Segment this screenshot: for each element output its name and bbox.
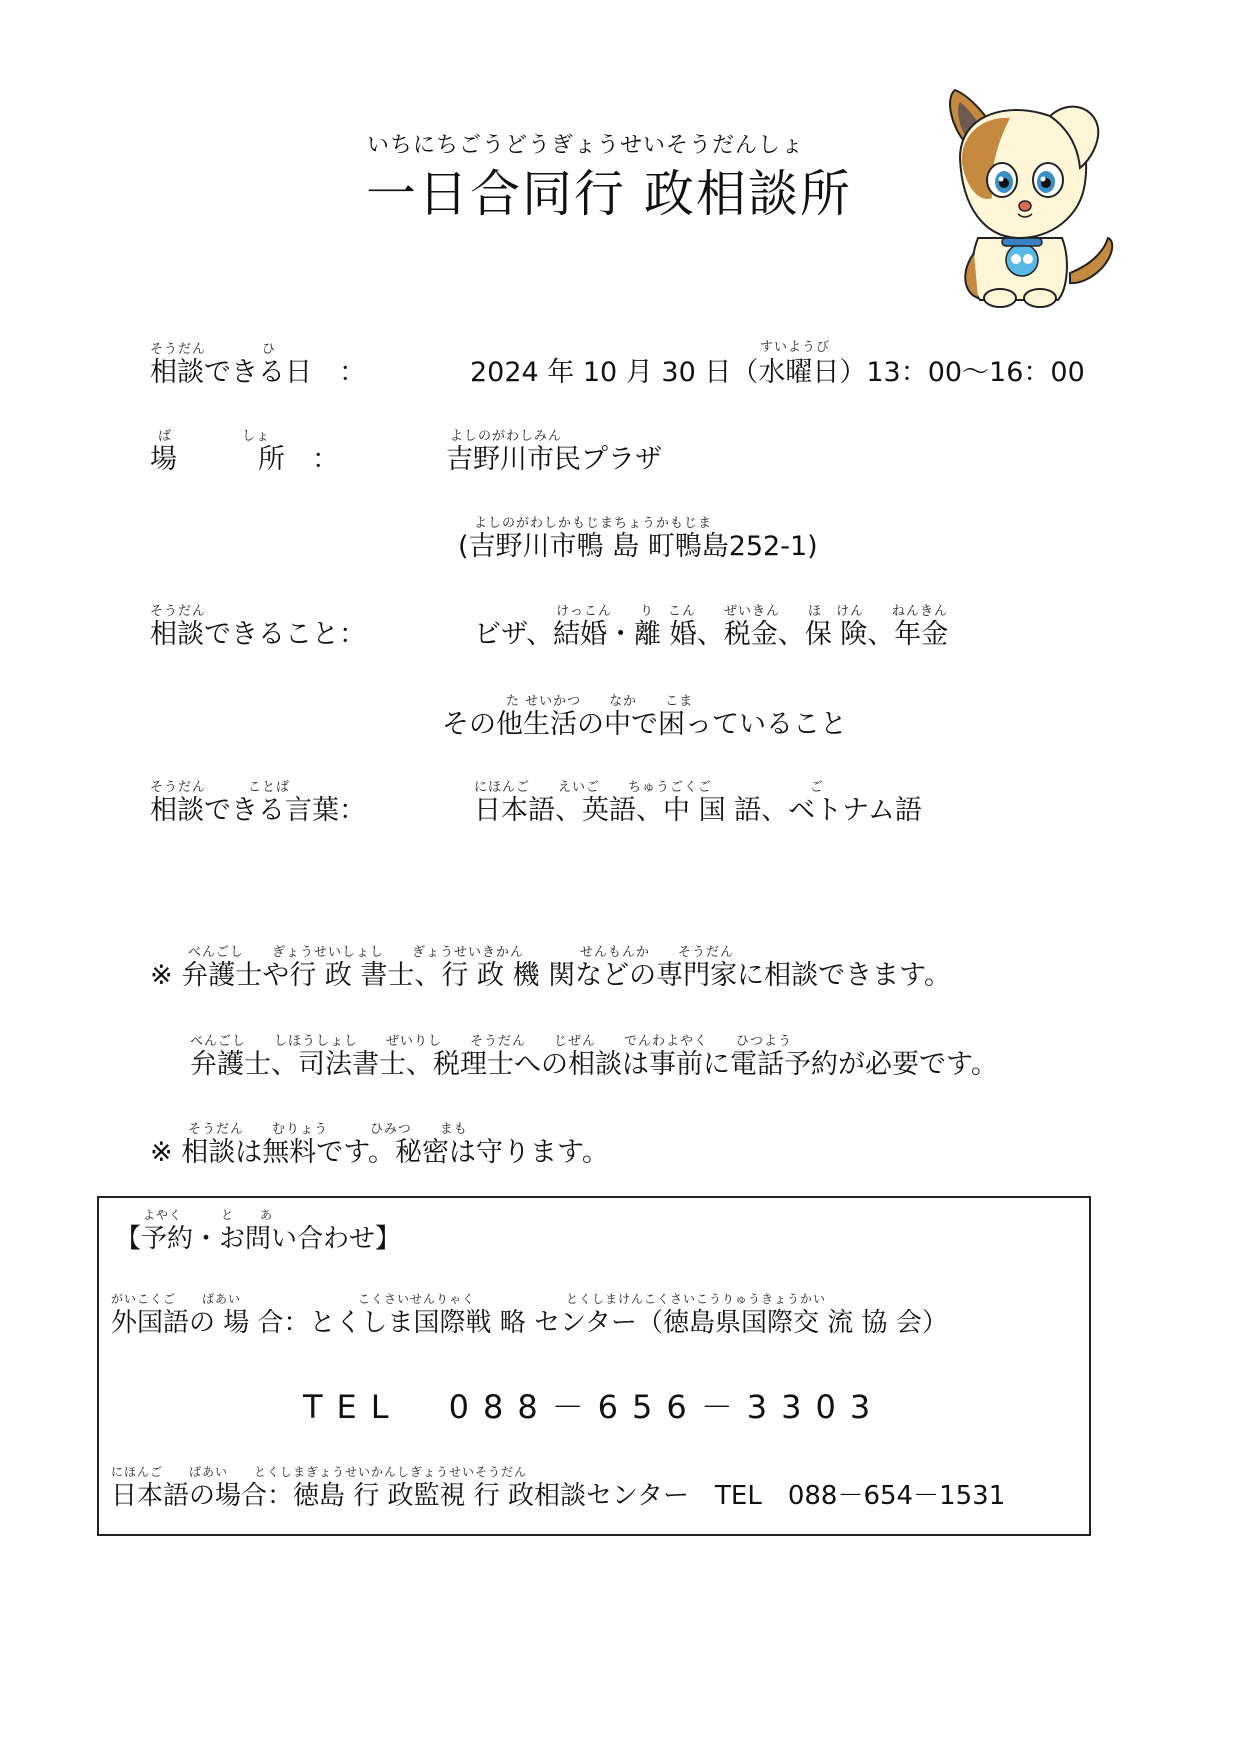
topics-value: ビザ、結婚・離 婚、税金、保 険、年金: [474, 619, 949, 650]
title-ruby: いちにちごうどうぎょうせいそうだんしょ: [367, 133, 805, 158]
languages-value-ruby: にほんご えいご ちゅうごくご ご: [474, 780, 825, 795]
topics-value2-ruby: た せいかつ なか こま: [506, 694, 694, 709]
place-label: 場 所 ：: [150, 444, 339, 475]
note3: ※ 相談は無料です。秘密は守ります。: [150, 1137, 609, 1168]
japanese-language-contact: 日本語の場合：徳島 行 政監視 行 政相談センター TEL 088－654－1531: [111, 1481, 1006, 1511]
place-value: 吉野川市民プラザ: [446, 444, 662, 475]
contact-heading-ruby: よやく と あ: [143, 1208, 274, 1222]
date-value-ruby: すいようび: [760, 340, 831, 355]
address-ruby: よしのがわしかもじまちょうかもじま: [474, 516, 713, 531]
note1: ※ 弁護士や行 政 書士、行 政 機 関などの専門家に相談できます。: [150, 960, 951, 991]
languages-value: 日本語、英語、中 国 語、ベトナム語: [474, 795, 922, 826]
note2-ruby: べんごし しほうしょし ぜいりし そうだん じぜん でんわよやく ひつよう: [190, 1034, 793, 1049]
foreign-language-contact: 外国語の 場 合：とくしま国際戦 略 センター（徳島県国際交 流 協 会）: [111, 1308, 948, 1338]
languages-label: 相談できる言葉：: [150, 795, 366, 826]
contact-box: [97, 1196, 1091, 1536]
topics-label-ruby: そうだん: [150, 604, 207, 619]
topics-value-ruby: けっこん り こん ぜいきん ほ けん ねんきん: [556, 604, 949, 619]
foreign-ruby: がいこくご ばあい こくさいせんりゃく とくしまけんこくさいこうりゅうきょうかい: [111, 1292, 827, 1306]
page-title: 一日合同行 政相談所: [366, 165, 852, 223]
note2: 弁護士、司法書士、税理士への相談は事前に電話予約が必要です。: [190, 1049, 998, 1080]
dog-mascot-icon: [930, 88, 1120, 313]
note1-ruby: べんごし ぎょうせいしょし ぎょうせいきかん せんもんか そうだん: [188, 945, 735, 960]
date-value: 2024 年 10 月 30 日（水曜日）13：00～16：00: [470, 357, 1085, 388]
place-value-ruby: よしのがわしみん: [450, 429, 563, 444]
note3-ruby: そうだん むりょう ひみつ まも: [188, 1122, 468, 1137]
place-label-ruby: ば しょ: [158, 429, 271, 444]
japanese-ruby: にほんご ばあい とくしまぎょうせいかんしぎょうせいそうだん: [111, 1465, 528, 1479]
date-label: 相談できる日 ：: [150, 357, 366, 388]
contact-heading: 【予約・お問い合わせ】: [115, 1224, 402, 1254]
topics-value2: その他生活の中で困っていること: [442, 709, 847, 740]
place-address: (吉野川市鴨 島 町鴨島252-1): [458, 531, 818, 562]
topics-label: 相談できること：: [150, 619, 366, 650]
date-label-ruby: そうだん ひ: [150, 342, 277, 357]
main-phone-number[interactable]: TEL 088－656－3303: [303, 1388, 885, 1426]
languages-label-ruby: そうだん ことば: [150, 780, 291, 795]
